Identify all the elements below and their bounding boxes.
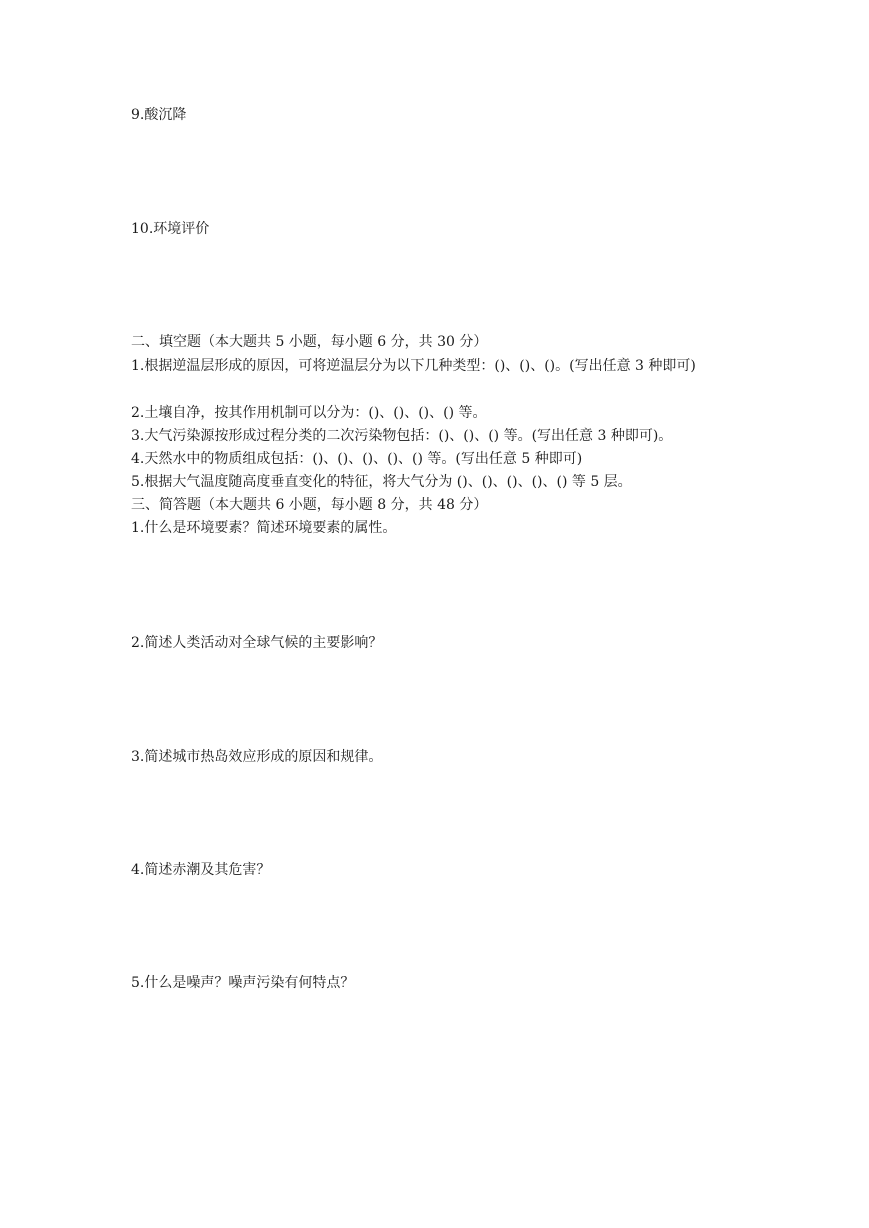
section-heading-fill-blank: 二、填空题（本大题共 5 小题，每小题 6 分，共 30 分） [131, 334, 488, 350]
short-answer-question: 3.简述城市热岛效应形成的原因和规律。 [131, 749, 383, 765]
fill-blank-question: 4.天然水中的物质组成包括：()、()、()、()、() 等。(写出任意 5 种即可) [131, 451, 583, 467]
fill-blank-question: 3.大气污染源按形成过程分类的二次污染物包括：()、()、() 等。(写出任意 3 种即可)。 [131, 428, 673, 444]
fill-blank-question: 1.根据逆温层形成的原因，可将逆温层分为以下几种类型：()、()、()。(写出任意 3 种即可) [131, 358, 696, 374]
short-answer-question: 4.简述赤潮及其危害？ [131, 862, 271, 878]
short-answer-question: 5.什么是噪声？噪声污染有何特点？ [131, 975, 355, 991]
fill-blank-question: 2.土壤自净，按其作用机制可以分为：()、()、()、() 等。 [131, 405, 487, 421]
term-item: 9.酸沉降 [131, 107, 187, 123]
fill-blank-question: 5.根据大气温度随高度垂直变化的特征，将大气分为 ()、()、()、()、() 等 5 层。 [131, 474, 632, 490]
section-heading-short-answer: 三、简答题（本大题共 6 小题，每小题 8 分，共 48 分） [131, 497, 488, 513]
term-item: 10.环境评价 [131, 221, 210, 237]
short-answer-question: 2.简述人类活动对全球气候的主要影响？ [131, 635, 383, 651]
short-answer-question: 1.什么是环境要素？简述环境要素的属性。 [131, 520, 397, 536]
